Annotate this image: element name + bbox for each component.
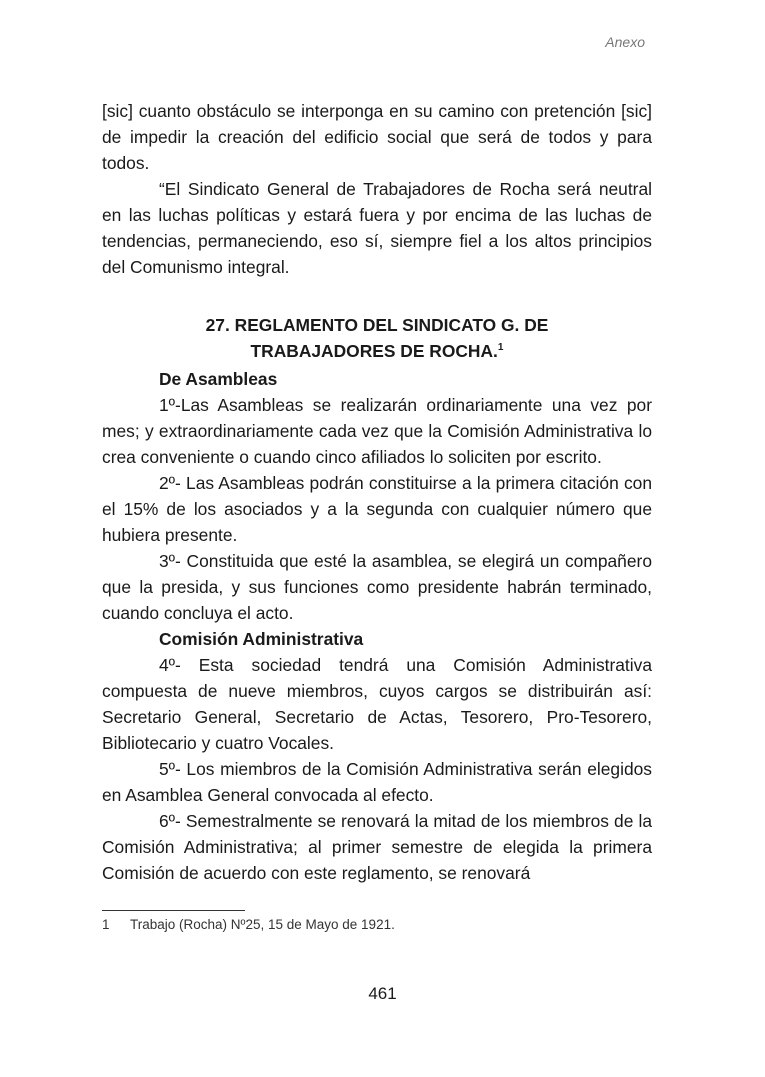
article-3: 3º- Constituida que esté la asamblea, se elegirá un compañero que la presida, y sus funciones como presidente habrán terminado, cuando concluya el acto. — [102, 551, 652, 623]
subheading-asambleas: De Asambleas — [159, 369, 278, 389]
footnote-text: Trabajo (Rocha) Nº25, 15 de Mayo de 1921. — [130, 917, 395, 932]
article-6: 6º- Semestralmente se renovará la mitad de los miembros de la Comisión Administrativa; al primer semestre de elegida la primera Comisión de acuerdo con este reglamento, se renovará — [102, 811, 652, 883]
footnote — [102, 916, 395, 934]
section-heading-line1: 27. REGLAMENTO DEL SINDICATO G. DE — [205, 315, 549, 335]
article-5: 5º- Los miembros de la Comisión Administrativa serán elegidos en Asamblea General convocada al efecto. — [102, 759, 652, 805]
body-text — [102, 98, 652, 886]
subheading-comision: Comisión Administrativa — [159, 629, 364, 649]
article-1: 1º-Las Asambleas se realizarán ordinariamente una vez por mes; y extraordinariamente cada vez que la Comisión Administrativa lo crea conveniente o cuando cinco afiliados lo soliciten por escrito. — [102, 395, 652, 467]
running-head: Anexo — [605, 34, 645, 50]
section-heading-line2-text: TRABAJADORES DE ROCHA. — [250, 341, 498, 361]
section-heading-line2 — [102, 338, 652, 364]
article-4: 4º- Esta sociedad tendrá una Comisión Administrativa compuesta de nueve miembros, cuyos cargos se distribuirán así: Secretario General, Secretario de Actas, Tesorero, Pro-Tesorero, Bibliotecario y cuatro Vocales. — [102, 655, 652, 753]
article-2: 2º- Las Asambleas podrán constituirse a la primera citación con el 15% de los asociados y a la segunda con cualquier número que hubiera presente. — [102, 473, 652, 545]
footnote-divider — [102, 910, 245, 911]
section-spacer — [102, 280, 652, 306]
paragraph-continuation: [sic] cuanto obstáculo se interponga en su camino con pretención [sic] de impedir la creación del edificio social que será de todos y para todos. — [102, 101, 652, 173]
page-number: 461 — [368, 984, 397, 1003]
footnote-marker: 1 — [497, 342, 504, 354]
paragraph-quote: “El Sindicato General de Trabajadores de Rocha será neutral en las luchas políticas y estará fuera y por encima de las luchas de tendencias, permaneciendo, eso sí, siempre fiel a los altos principios del Comunismo integral. — [102, 179, 652, 277]
section-heading — [102, 312, 652, 364]
footnote-number: 1 — [102, 917, 110, 932]
